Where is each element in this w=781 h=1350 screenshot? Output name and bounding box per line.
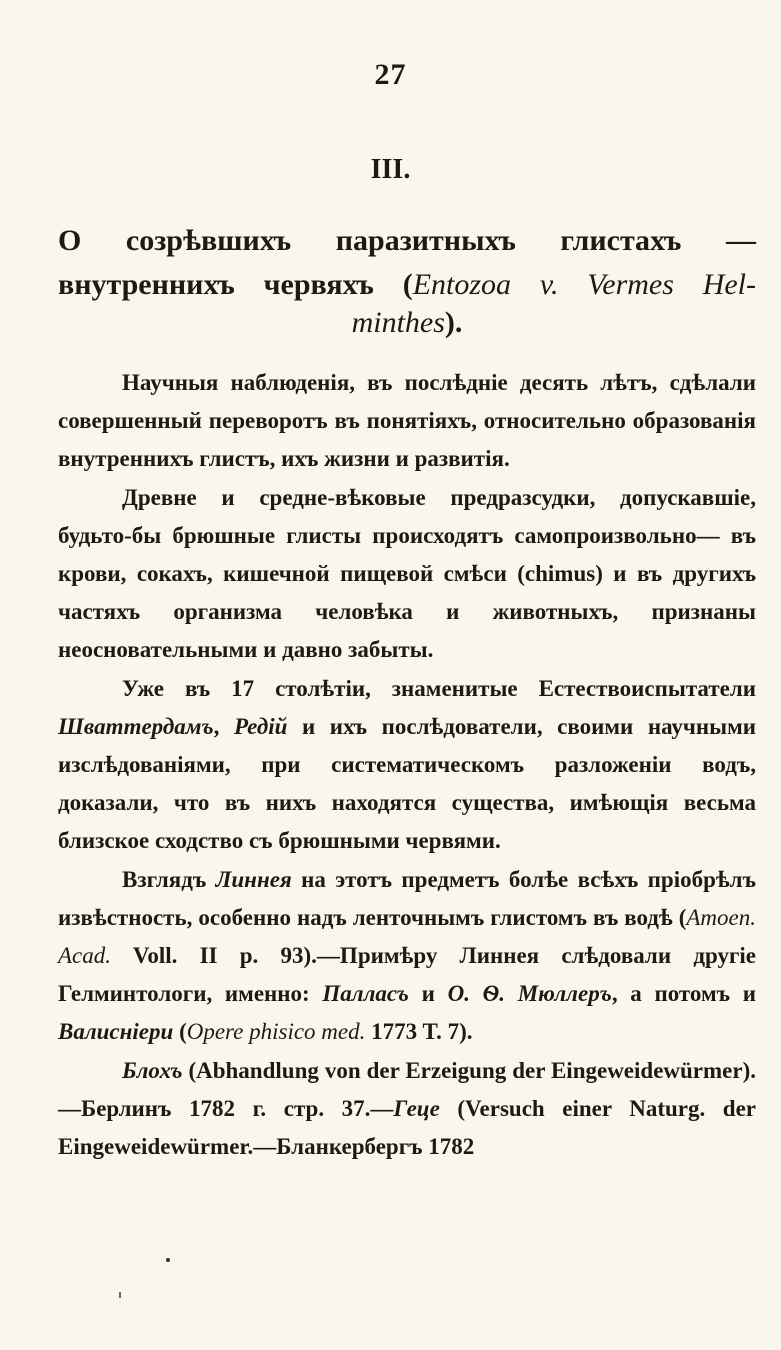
paragraph-5 [58, 1052, 756, 1167]
page-number: 27 [374, 58, 407, 91]
p5-name-bloch: Блохъ [122, 1057, 183, 1083]
chapter-heading-line-1 [58, 219, 756, 263]
heading-line-2-russian: внутреннихъ червяхъ [58, 268, 374, 301]
p4-text-m: 1773 T. 7). [365, 1019, 473, 1045]
heading-line-2-latin: Entozoa v. Vermes Hel- [412, 268, 757, 301]
p4-text-c: на этотъ предметъ болѣе всѣхъ пріобрѣлъ извѣстность, особенно надъ ленточнымъ глистомъ въ водѣ ( [58, 866, 756, 930]
p4-latin-opere: Opere phisico med. [186, 1019, 366, 1045]
p4-text-g: и [408, 981, 448, 1007]
paragraph-3 [58, 670, 756, 861]
heading-line-3-close: ). [444, 306, 463, 339]
heading-line-3-latin: minthes [351, 306, 445, 339]
section-numeral: III. [370, 154, 411, 185]
p4-text-i: , а потомъ и [611, 981, 756, 1007]
p4-name-pallas: Палласъ [322, 981, 409, 1007]
p4-text-k: ( [173, 1019, 187, 1045]
p3-text-a: Уже въ 17 столѣтіи, знаменитые Естествоиспытатели [122, 675, 756, 701]
body-text [58, 364, 756, 1166]
p4-name-muller: О. Ѳ. Мюллеръ [447, 981, 612, 1007]
p3-text-c: , [213, 713, 234, 739]
paragraph-2: Древне и средне-вѣковые предразсудки, допускавшіе, будьто-бы брюшные глисты происходятъ самопроизвольно— въ крови, сокахъ, кишечной пищевой смѣси (chimus) и въ другихъ частяхъ организма человѣка и животныхъ, признаны неосновательными и давно забыты. [58, 484, 756, 663]
p3-name-redi: Редій [233, 713, 288, 739]
p4-text-a: Взглядъ [122, 866, 216, 892]
p5-name-goeze: Гецe [393, 1095, 440, 1121]
ink-speck [166, 1258, 170, 1262]
paragraph-4 [58, 861, 756, 1052]
p5-text-b: (Abhandlung von der Erzeigung der Eingeweidewürmer).—Берлинъ 1782 г. стр. 37.— [58, 1057, 756, 1121]
p4-name-vallisneri: Валисніери [58, 1019, 174, 1045]
p4-name-linnaeus: Линнея [215, 866, 292, 892]
chapter-heading-line-3 [58, 301, 756, 345]
ink-speck-small [119, 1292, 121, 1298]
p5-text-d: (Versuch einer Naturg. der Eingeweidewürmer.—Бланкербергъ 1782 [58, 1095, 756, 1160]
p3-name-swammerdam: Швammердамъ [58, 713, 214, 739]
p4-text-e: Voll. II p. 93).—Примѣру Линнея слѣдовали другіе Гелминтологи, именно: [58, 943, 756, 1007]
p4-latin-amoen: Amoen. Acad. [58, 904, 756, 969]
heading-line-1-text: О созрѣвшихъ паразитныхъ глистахъ — [58, 224, 756, 257]
paragraph-1: Научныя наблюденія, въ послѣдніе десять лѣтъ, сдѣлали совершенный переворотъ въ понятіяхъ, относительно образованія внутреннихъ глистъ, ихъ жизни и развитія. [58, 370, 756, 472]
p3-text-e: и ихъ послѣдователи, своими научными изслѣдованіями, при систематическомъ разложеніи водъ, доказали, что въ нихъ находятся существа, имѣющія весьма близское сходство съ брюшными червями. [58, 713, 756, 854]
heading-line-2-bracket: ( [402, 268, 413, 301]
